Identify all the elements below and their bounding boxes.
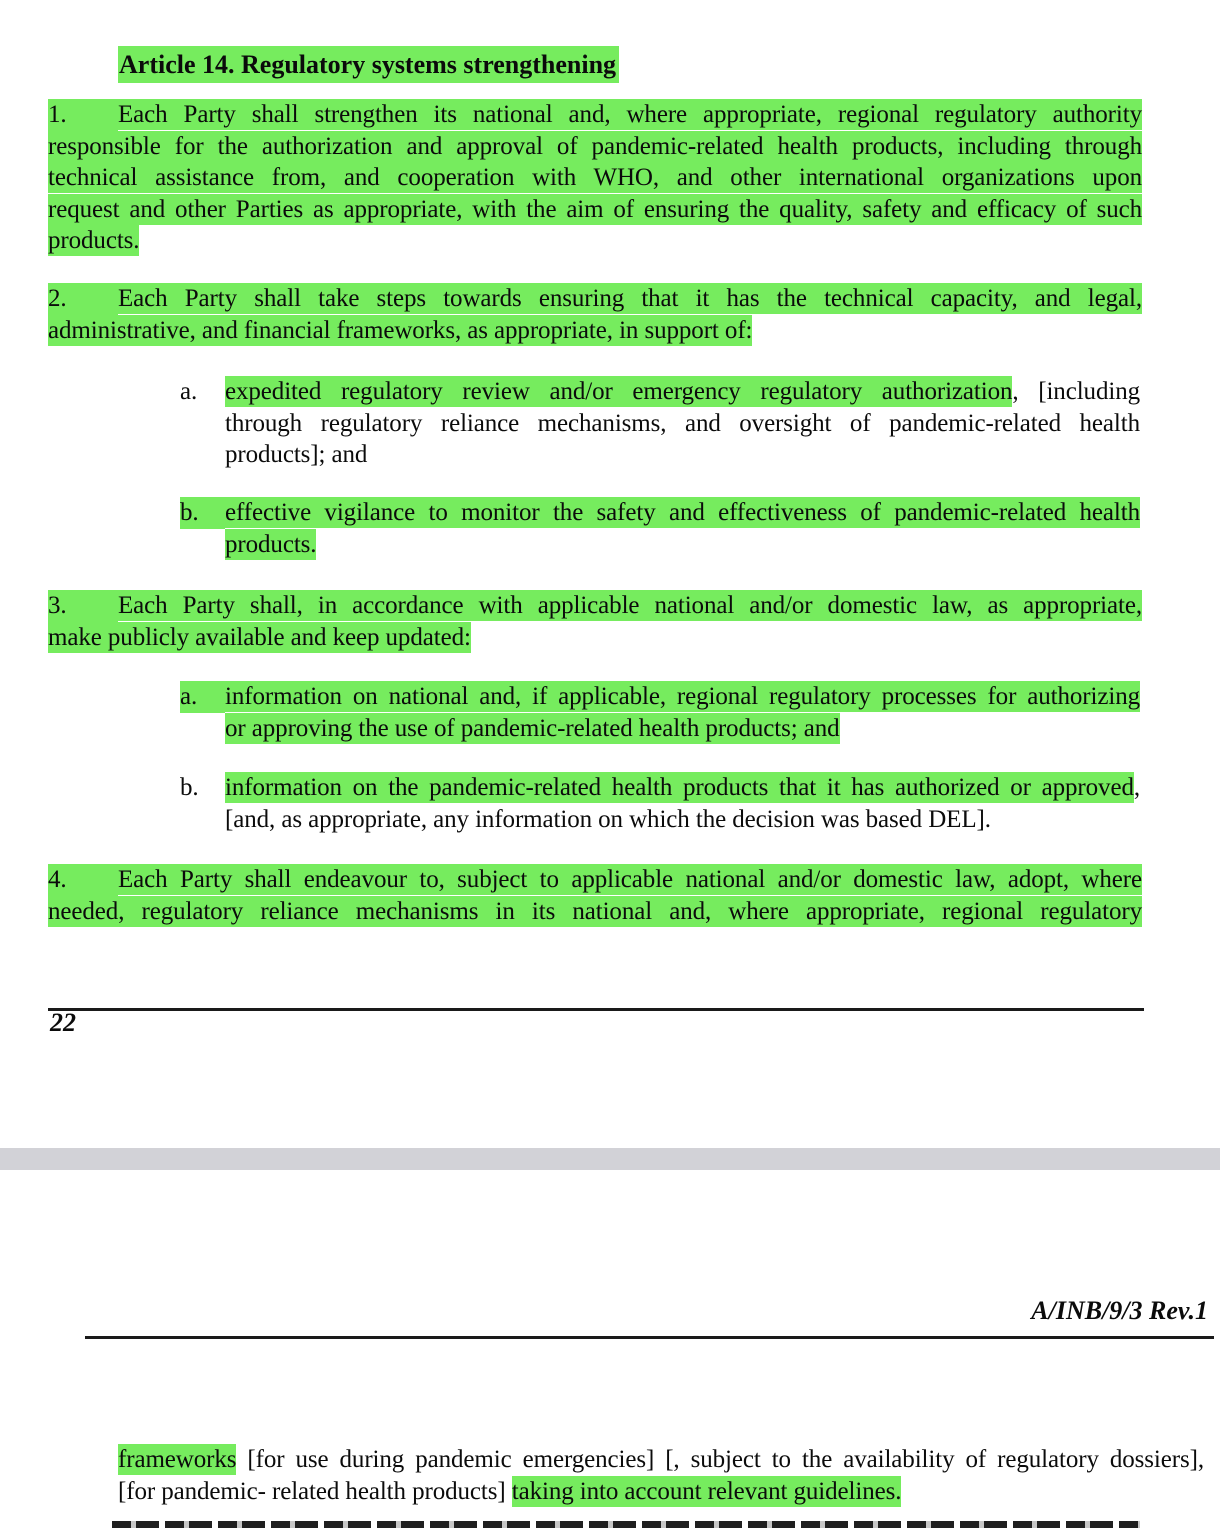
text-line bbox=[48, 131, 1142, 163]
list-marker: b. bbox=[180, 497, 225, 529]
text-line bbox=[48, 315, 1142, 347]
list-marker: b. bbox=[180, 774, 199, 801]
text-line bbox=[48, 194, 1142, 226]
text-line bbox=[180, 772, 1140, 804]
highlighted-text: information on national and, if applicable, regional regulatory processes for authorizing bbox=[225, 683, 1140, 710]
text-line bbox=[118, 1444, 1204, 1476]
text-segment: , [including bbox=[1012, 378, 1140, 405]
highlighted-text: effective vigilance to monitor the safety and effectiveness of pandemic-related health bbox=[225, 499, 1140, 526]
list-marker: a. bbox=[180, 681, 225, 713]
highlighted-text: expedited regulatory review and/or emergency regulatory authorization bbox=[225, 378, 1013, 405]
text-line bbox=[180, 713, 1140, 745]
text-line bbox=[180, 804, 1140, 836]
list-marker: a. bbox=[180, 378, 198, 405]
document-reference: A/INB/9/3 Rev.1 bbox=[1031, 1296, 1208, 1325]
paragraph-4 bbox=[48, 864, 1142, 927]
page-separator-bar bbox=[0, 1148, 1220, 1170]
text-line bbox=[48, 590, 1142, 622]
header-rule bbox=[85, 1336, 1214, 1339]
text-segment: products]; and bbox=[225, 441, 368, 468]
paragraph-4-continued bbox=[118, 1444, 1204, 1507]
text-line bbox=[118, 1476, 1204, 1508]
text-line bbox=[48, 283, 1142, 315]
text-segment: [for pandemic- related health products] bbox=[118, 1477, 512, 1505]
highlighted-text: make publicly available and keep updated: bbox=[48, 623, 471, 651]
paragraph-number: 4. bbox=[48, 864, 118, 896]
highlighted-text: products. bbox=[48, 227, 140, 254]
text-line bbox=[180, 408, 1140, 440]
highlighted-text: Each Party shall, in accordance with applicable national and/or domestic law, as appropriate, bbox=[118, 592, 1142, 619]
item-3a bbox=[180, 681, 1140, 744]
text-line bbox=[180, 497, 1140, 529]
article-title-text: Article 14. Regulatory systems strengthening bbox=[118, 46, 619, 83]
highlighted-text: technical assistance from, and cooperation with WHO, and other international organizations upon bbox=[48, 164, 1142, 191]
highlighted-text: Each Party shall strengthen its national and, where appropriate, regional regulatory authority bbox=[118, 101, 1142, 128]
highlighted-text: needed, regulatory reliance mechanisms in its national and, where appropriate, regional regulatory bbox=[48, 897, 1142, 925]
paragraph-number: 2. bbox=[48, 283, 118, 315]
highlighted-text: frameworks bbox=[118, 1446, 237, 1473]
highlighted-text: taking into account relevant guidelines. bbox=[511, 1477, 902, 1505]
item-3b bbox=[180, 772, 1140, 835]
clipped-next-line bbox=[112, 1521, 1140, 1528]
highlighted-text: products. bbox=[225, 530, 317, 558]
text-segment: , bbox=[1133, 774, 1140, 801]
highlighted-text: Each Party shall take steps towards ensuring that it has the technical capacity, and legal, bbox=[118, 285, 1142, 312]
text-line bbox=[180, 376, 1140, 408]
text-line bbox=[180, 529, 1140, 561]
paragraph-3 bbox=[48, 590, 1142, 653]
paragraph-2 bbox=[48, 283, 1142, 346]
paragraph-number: 1. bbox=[48, 99, 118, 131]
text-line bbox=[180, 681, 1140, 713]
highlighted-text: responsible for the authorization and approval of pandemic-related health products, including through bbox=[48, 132, 1142, 160]
item-2b bbox=[180, 497, 1140, 560]
page-number: 22 bbox=[50, 1008, 76, 1037]
paragraph-1 bbox=[48, 99, 1142, 257]
item-2a bbox=[180, 376, 1140, 471]
text-segment: [and, as appropriate, any information on which the decision was based DEL]. bbox=[225, 805, 991, 833]
text-line bbox=[48, 225, 1142, 257]
text-line bbox=[48, 162, 1142, 194]
article-title bbox=[118, 48, 619, 82]
highlighted-text: or approving the use of pandemic-related health products; and bbox=[225, 714, 840, 742]
text-segment: through regulatory reliance mechanisms, and oversight of pandemic-related health bbox=[225, 409, 1140, 437]
paragraph-number: 3. bbox=[48, 590, 118, 622]
text-line bbox=[48, 896, 1142, 928]
highlighted-text: request and other Parties as appropriate, with the aim of ensuring the quality, safety and efficacy of such bbox=[48, 195, 1142, 223]
highlighted-text: Each Party shall endeavour to, subject to applicable national and/or domestic law, adopt, where bbox=[118, 866, 1142, 893]
text-segment: [for use during pandemic emergencies] [, subject to the availability of regulatory dossiers], bbox=[236, 1446, 1204, 1473]
text-line bbox=[48, 99, 1142, 131]
footer-rule bbox=[48, 1008, 1144, 1011]
highlighted-text: information on the pandemic-related health products that it has authorized or approved bbox=[225, 774, 1134, 801]
text-line bbox=[180, 439, 1140, 471]
text-line bbox=[48, 864, 1142, 896]
text-line bbox=[48, 622, 1142, 654]
highlighted-text: administrative, and financial frameworks, as appropriate, in support of: bbox=[48, 316, 753, 344]
